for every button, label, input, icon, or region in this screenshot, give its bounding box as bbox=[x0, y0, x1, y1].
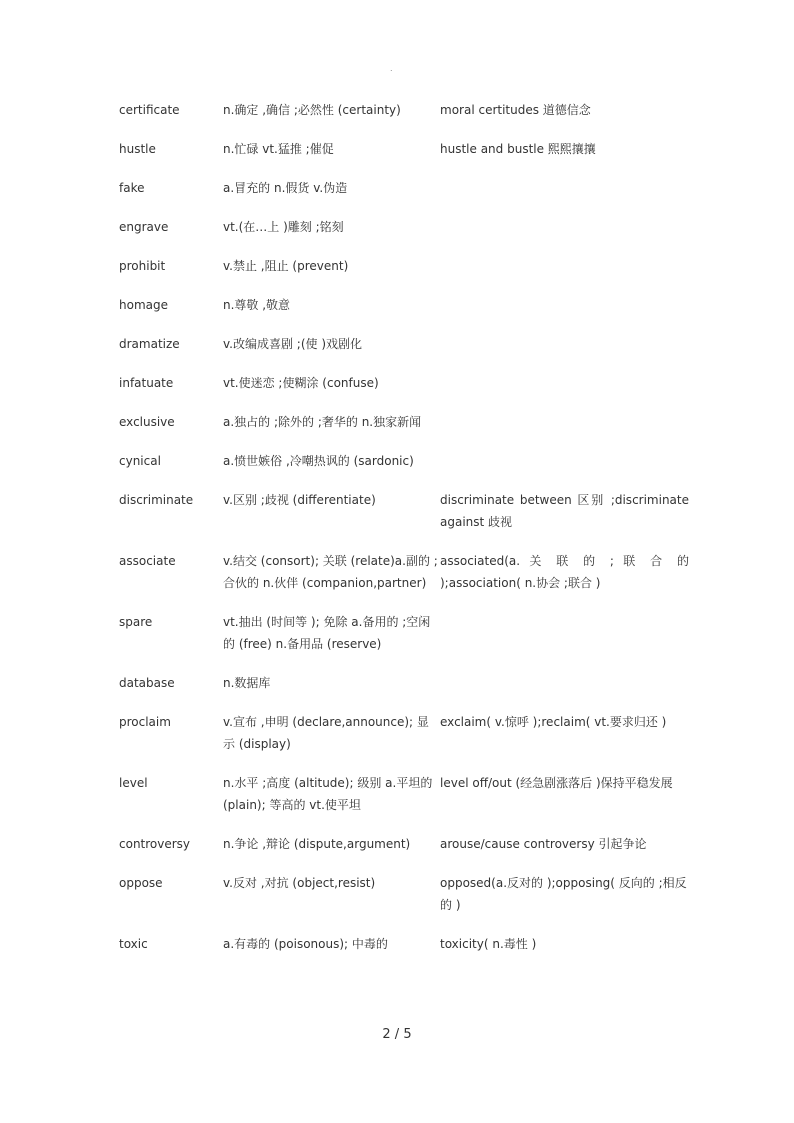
vocab-word: prohibit bbox=[119, 259, 166, 273]
vocab-extra bbox=[440, 611, 689, 655]
vocab-word: discriminate bbox=[119, 493, 194, 507]
vocab-meaning: v.区别 ;歧视 (differentiate) bbox=[223, 493, 376, 507]
vocab-meaning: vt.抽出 (时间等 ); 免除 a.备用的 ;空闲的 (free) n.备用品 (reserve) bbox=[223, 615, 431, 651]
vocab-row bbox=[119, 333, 689, 355]
vocab-row bbox=[119, 177, 689, 199]
vocab-extra bbox=[440, 450, 689, 472]
vocab-row bbox=[119, 711, 689, 755]
vocab-extra bbox=[440, 216, 689, 238]
vocab-meaning: vt.(在…上 )雕刻 ;铭刻 bbox=[223, 220, 344, 234]
vocab-row bbox=[119, 933, 689, 955]
vocab-meaning: a.有毒的 (poisonous); 中毒的 bbox=[223, 937, 388, 951]
vocab-meaning: n.水平 ;高度 (altitude); 级别 a.平坦的 (plain); 等高的 vt.使平坦 bbox=[223, 776, 433, 812]
vocab-meaning: v.改编成喜剧 ;(使 )戏剧化 bbox=[223, 337, 363, 351]
vocab-meaning: v.反对 ,对抗 (object,resist) bbox=[223, 876, 376, 890]
vocab-word: hustle bbox=[119, 142, 156, 156]
vocab-extra bbox=[440, 411, 689, 433]
vocab-meaning: n.忙碌 vt.猛推 ;催促 bbox=[223, 142, 334, 156]
vocab-meaning: n.确定 ,确信 ;必然性 (certainty) bbox=[223, 103, 401, 117]
vocab-meaning: a.冒充的 n.假货 v.伪造 bbox=[223, 181, 348, 195]
vocab-meaning: a.愤世嫉俗 ,冷嘲热讽的 (sardonic) bbox=[223, 454, 414, 468]
vocab-meaning: n.数据库 bbox=[223, 676, 271, 690]
vocab-extra bbox=[440, 255, 689, 277]
vocab-extra: associated(a. 关 联 的 ; 联 合 的 );association( n.协会 ;联合 ) bbox=[440, 554, 689, 590]
vocab-row bbox=[119, 772, 689, 816]
vocab-extra bbox=[440, 333, 689, 355]
vocab-extra: discriminate between 区别 ;discriminate against 歧视 bbox=[440, 493, 689, 529]
vocab-word: database bbox=[119, 676, 175, 690]
vocab-word: oppose bbox=[119, 876, 163, 890]
vocab-extra: hustle and bustle 熙熙攘攘 bbox=[440, 142, 596, 156]
vocab-extra: moral certitudes 道德信念 bbox=[440, 103, 591, 117]
vocab-word: toxic bbox=[119, 937, 148, 951]
vocab-word: cynical bbox=[119, 454, 161, 468]
vocab-extra bbox=[440, 177, 689, 199]
vocab-meaning: v.结交 (consort); 关联 (relate)a.副的 ;合伙的 n.伙伴 (companion,partner) bbox=[223, 554, 438, 590]
vocab-word: associate bbox=[119, 554, 176, 568]
vocab-word: certificate bbox=[119, 103, 180, 117]
vocab-extra: level off/out (经急剧涨落后 )保持平稳发展 bbox=[440, 776, 673, 790]
vocab-row bbox=[119, 372, 689, 394]
vocab-row bbox=[119, 216, 689, 238]
vocab-meaning: n.争论 ,辩论 (dispute,argument) bbox=[223, 837, 411, 851]
vocab-row bbox=[119, 872, 689, 916]
header-mark: . bbox=[390, 64, 393, 73]
vocab-word: infatuate bbox=[119, 376, 174, 390]
vocab-meaning: v.禁止 ,阻止 (prevent) bbox=[223, 259, 349, 273]
vocab-row bbox=[119, 294, 689, 316]
vocab-row bbox=[119, 611, 689, 655]
vocab-row bbox=[119, 138, 689, 160]
vocab-row bbox=[119, 672, 689, 694]
vocab-row bbox=[119, 550, 689, 594]
vocab-extra: opposed(a.反对的 );opposing( 反向的 ;相反的 ) bbox=[440, 876, 687, 912]
vocab-word: level bbox=[119, 776, 148, 790]
vocab-word: dramatize bbox=[119, 337, 180, 351]
vocab-word: spare bbox=[119, 615, 153, 629]
vocab-extra bbox=[440, 294, 689, 316]
vocab-meaning: n.尊敬 ,敬意 bbox=[223, 298, 291, 312]
vocab-row bbox=[119, 255, 689, 277]
vocab-extra bbox=[440, 372, 689, 394]
vocab-row bbox=[119, 489, 689, 533]
vocab-extra: toxicity( n.毒性 ) bbox=[440, 937, 537, 951]
vocab-row bbox=[119, 99, 689, 121]
vocab-word: homage bbox=[119, 298, 168, 312]
vocab-row bbox=[119, 833, 689, 855]
vocab-word: proclaim bbox=[119, 715, 171, 729]
vocab-word: engrave bbox=[119, 220, 169, 234]
vocab-word: exclusive bbox=[119, 415, 175, 429]
vocab-extra bbox=[440, 672, 689, 694]
vocab-extra: exclaim( v.惊呼 );reclaim( vt.要求归还 ) bbox=[440, 715, 667, 729]
vocab-meaning: a.独占的 ;除外的 ;奢华的 n.独家新闻 bbox=[223, 415, 422, 429]
vocab-row bbox=[119, 450, 689, 472]
page-number: 2 / 5 bbox=[382, 1027, 412, 1042]
vocabulary-table bbox=[119, 99, 689, 972]
vocab-meaning: v.宣布 ,申明 (declare,announce); 显示 (display) bbox=[223, 715, 429, 751]
vocab-meaning: vt.使迷恋 ;使糊涂 (confuse) bbox=[223, 376, 379, 390]
vocab-word: fake bbox=[119, 181, 145, 195]
vocab-word: controversy bbox=[119, 837, 191, 851]
vocab-row bbox=[119, 411, 689, 433]
vocab-extra: arouse/cause controversy 引起争论 bbox=[440, 837, 647, 851]
